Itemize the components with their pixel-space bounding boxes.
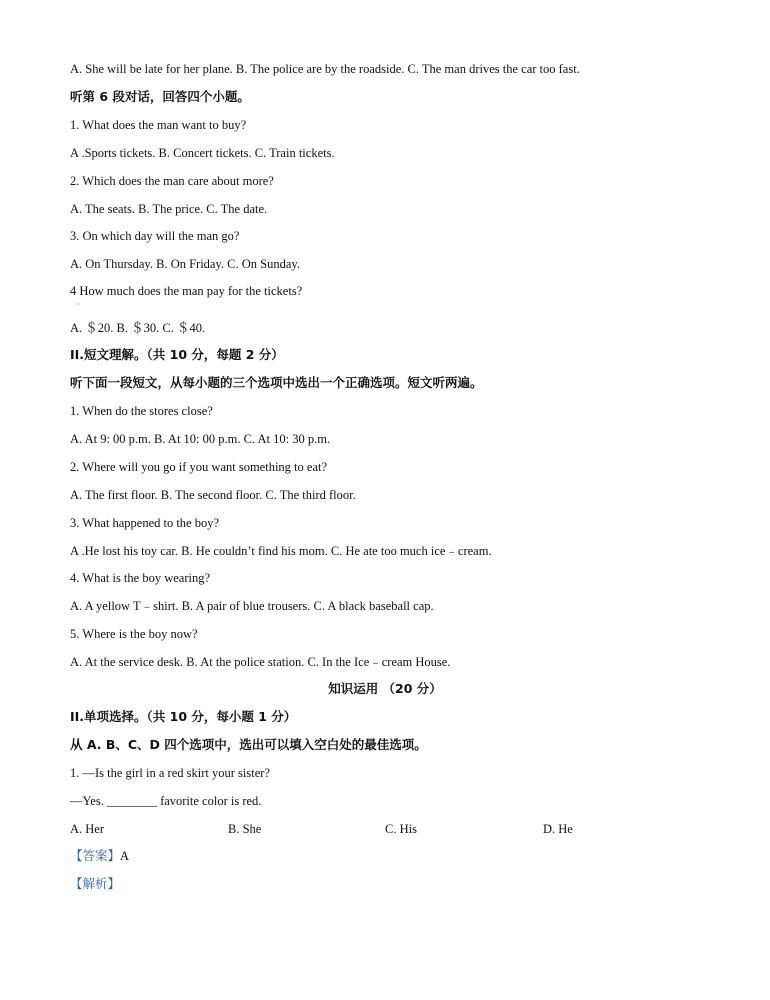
question-text: 1. What does the man want to buy? bbox=[70, 118, 247, 132]
answer-options-line: A. A yellow T﹣shirt. B. A pair of blue trousers. C. A black baseball cap. bbox=[70, 599, 434, 613]
question-text: 3. On which day will the man go? bbox=[70, 229, 240, 243]
answer-line bbox=[70, 848, 129, 864]
part-title: 知识运用 （20 分） bbox=[328, 681, 442, 696]
section-heading: 听第 6 段对话，回答四个小题。 bbox=[70, 89, 250, 104]
answer-value: A bbox=[120, 849, 130, 863]
answer-options-line: A .Sports tickets. B. Concert tickets. C. Train tickets. bbox=[70, 146, 335, 160]
question-text: 1. When do the stores close? bbox=[70, 404, 213, 418]
section-instructions: 听下面一段短文，从每小题的三个选项中选出一个正确选项。短文听两遍。 bbox=[70, 375, 483, 390]
section-heading: II.短文理解。（共 10 分，每题 2 分） bbox=[70, 347, 284, 362]
answer-options-line: A. ＄20. B. ＄30. C. ＄40. bbox=[70, 321, 206, 335]
question-text: 1. —Is the girl in a red skirt your sister? bbox=[70, 766, 270, 780]
option-d: D. He bbox=[543, 822, 573, 836]
section-instructions: 从 A. B、C、D 四个选项中，选出可以填入空白处的最佳选项。 bbox=[70, 737, 427, 752]
question-text: 3. What happened to the boy? bbox=[70, 516, 220, 530]
question-text: 4 How much does the man pay for the tickets? bbox=[70, 284, 303, 298]
question-text: 5. Where is the boy now? bbox=[70, 627, 198, 641]
answer-options-line: A. The first floor. B. The second floor. C. The third floor. bbox=[70, 488, 356, 502]
analysis-line bbox=[70, 876, 120, 892]
answer-options-line: A. At 9: 00 p.m. B. At 10: 00 p.m. C. At 10: 30 p.m. bbox=[70, 432, 331, 446]
answer-options-line: A. She will be late for her plane. B. The police are by the roadside. C. The man drives the car too fast. bbox=[70, 62, 580, 76]
question-text: 4. What is the boy wearing? bbox=[70, 571, 211, 585]
option-b: B. She bbox=[228, 822, 262, 836]
question-text: —Yes. ________ favorite color is red. bbox=[70, 794, 262, 808]
analysis-tag: 【解析】 bbox=[70, 877, 121, 891]
answer-options-line: A. At the service desk. B. At the police station. C. In the Ice﹣cream House. bbox=[70, 655, 451, 669]
answer-tag: 【答案】 bbox=[70, 849, 121, 863]
answer-options-line: A .He lost his toy car. B. He couldn’t find his mom. C. He ate too much ice﹣cream. bbox=[70, 544, 492, 558]
question-text: 2. Which does the man care about more? bbox=[70, 174, 274, 188]
answer-options-line: A. The seats. B. The price. C. The date. bbox=[70, 202, 268, 216]
section-heading: II.单项选择。（共 10 分，每小题 1 分） bbox=[70, 709, 297, 724]
answer-options-line: A. On Thursday. B. On Friday. C. On Sunday. bbox=[70, 257, 300, 271]
stray-dot: · bbox=[77, 300, 80, 309]
option-a: A. Her bbox=[70, 822, 105, 836]
option-c: C. His bbox=[385, 822, 417, 836]
question-text: 2. Where will you go if you want something to eat? bbox=[70, 460, 328, 474]
